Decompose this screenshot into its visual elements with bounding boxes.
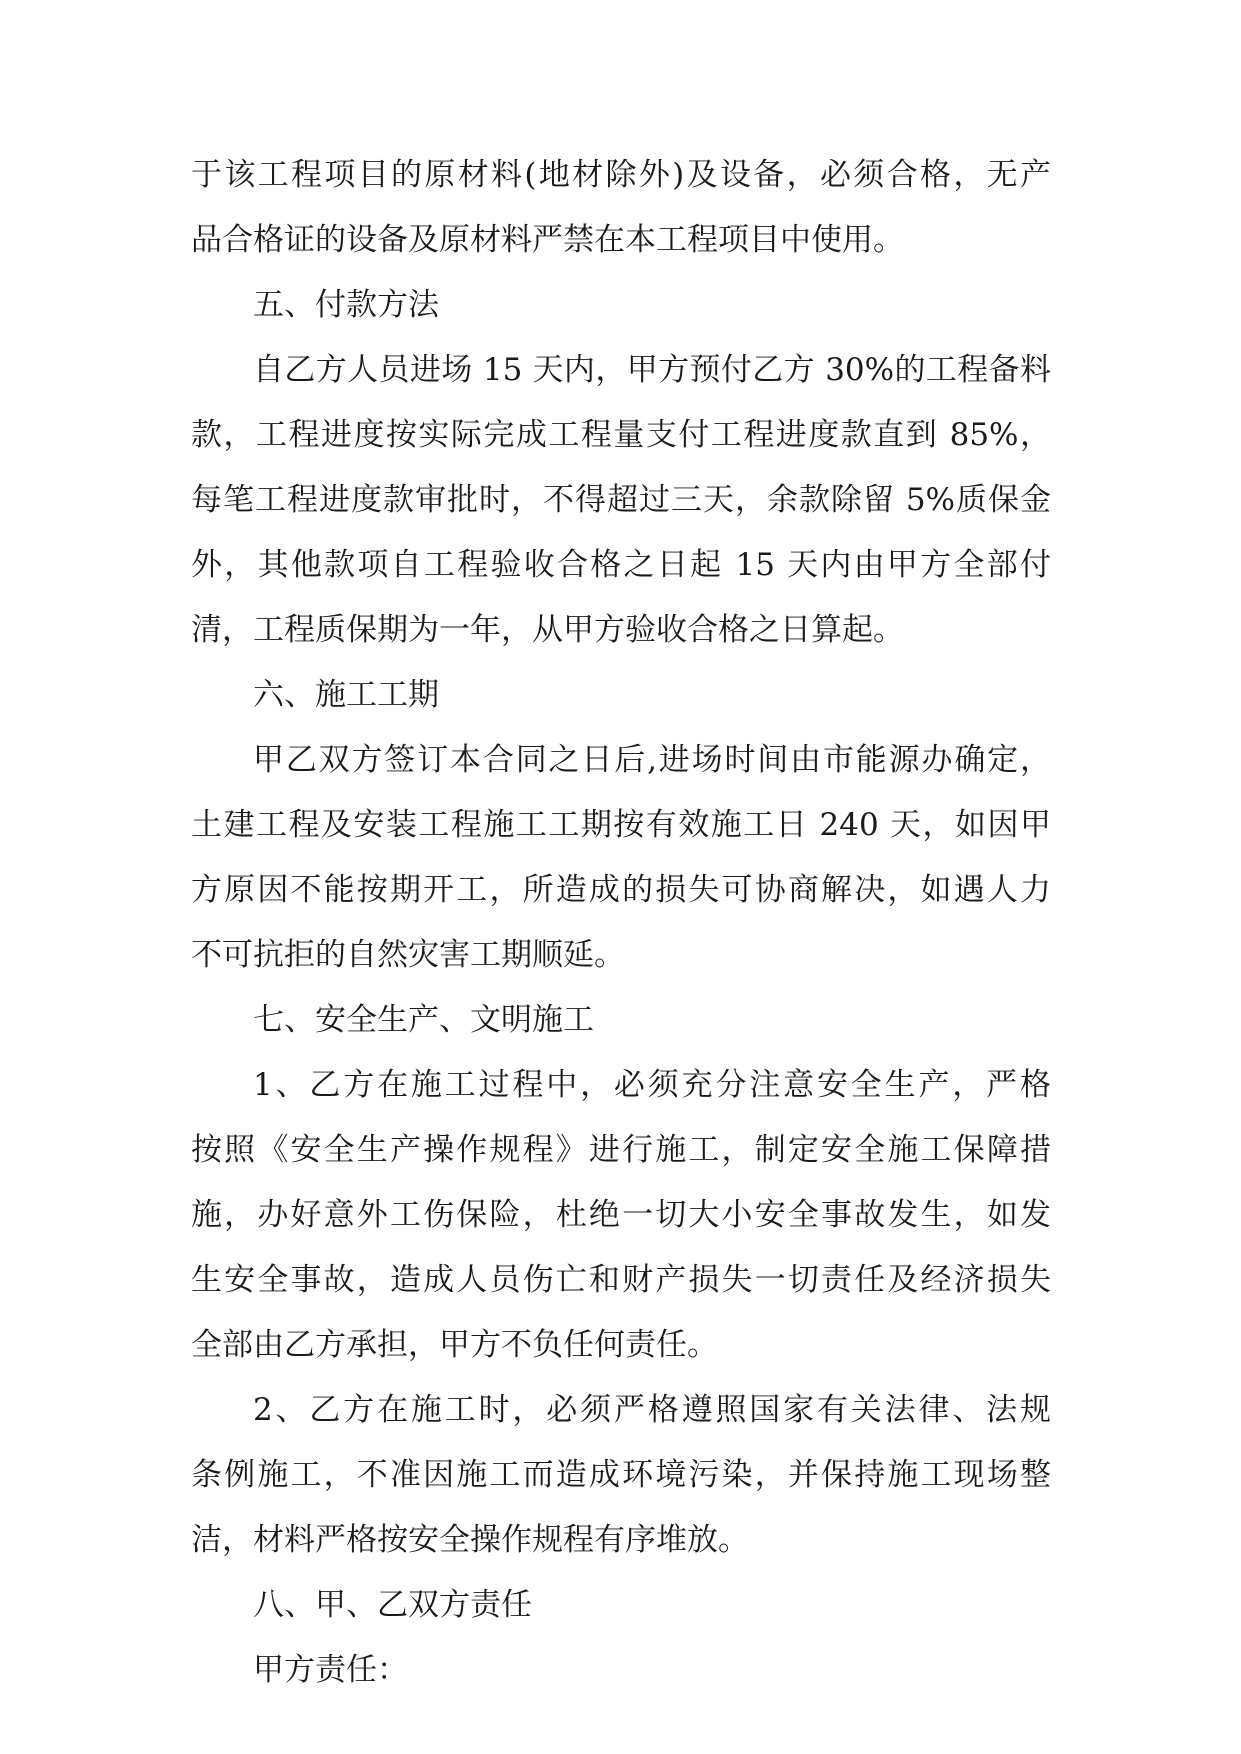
text-line-5: 款，工程进度按实际完成工程量支付工程进度款直到 85%， xyxy=(191,417,1051,453)
section-heading-responsibilities: 八、甲、乙双方责任 xyxy=(253,1587,532,1623)
text-line-10: 甲乙双方签订本合同之日后,进场时间由市能源办确定， xyxy=(253,742,1051,778)
text-line-1: 于该工程项目的原材料(地材除外)及设备，必须合格，无产 xyxy=(191,157,1051,193)
section-heading-safety: 七、安全生产、文明施工 xyxy=(253,1002,594,1038)
text-line-15: 1、乙方在施工过程中，必须充分注意安全生产，严格 xyxy=(253,1067,1051,1103)
text-line-20: 2、乙方在施工时，必须严格遵照国家有关法律、法规 xyxy=(253,1392,1051,1428)
text-line-17: 施，办好意外工伤保险，杜绝一切大小安全事故发生，如发 xyxy=(191,1197,1051,1233)
text-line-13: 不可抗拒的自然灾害工期顺延。 xyxy=(191,937,625,973)
section-heading-payment: 五、付款方法 xyxy=(253,287,439,323)
text-line-16: 按照《安全生产操作规程》进行施工，制定安全施工保障措 xyxy=(191,1132,1051,1168)
text-line-11: 土建工程及安装工程施工工期按有效施工日 240 天，如因甲 xyxy=(191,807,1051,843)
subheading-party-a: 甲方责任： xyxy=(253,1652,408,1688)
text-line-4: 自乙方人员进场 15 天内，甲方预付乙方 30%的工程备料 xyxy=(253,352,1051,388)
text-line-21: 条例施工，不准因施工而造成环境污染，并保持施工现场整 xyxy=(191,1457,1051,1493)
text-line-8: 清，工程质保期为一年，从甲方验收合格之日算起。 xyxy=(191,612,904,648)
text-line-6: 每笔工程进度款审批时，不得超过三天，余款除留 5%质保金 xyxy=(191,482,1051,518)
text-line-7: 外，其他款项自工程验收合格之日起 15 天内由甲方全部付 xyxy=(191,547,1051,583)
text-line-22: 洁，材料严格按安全操作规程有序堆放。 xyxy=(191,1522,749,1558)
text-line-19: 全部由乙方承担，甲方不负任何责任。 xyxy=(191,1327,718,1363)
text-line-2: 品合格证的设备及原材料严禁在本工程项目中使用。 xyxy=(191,222,904,258)
text-line-18: 生安全事故，造成人员伤亡和财产损失一切责任及经济损失 xyxy=(191,1262,1051,1298)
text-line-12: 方原因不能按期开工，所造成的损失可协商解决，如遇人力 xyxy=(191,872,1051,908)
section-heading-schedule: 六、施工工期 xyxy=(253,677,439,713)
